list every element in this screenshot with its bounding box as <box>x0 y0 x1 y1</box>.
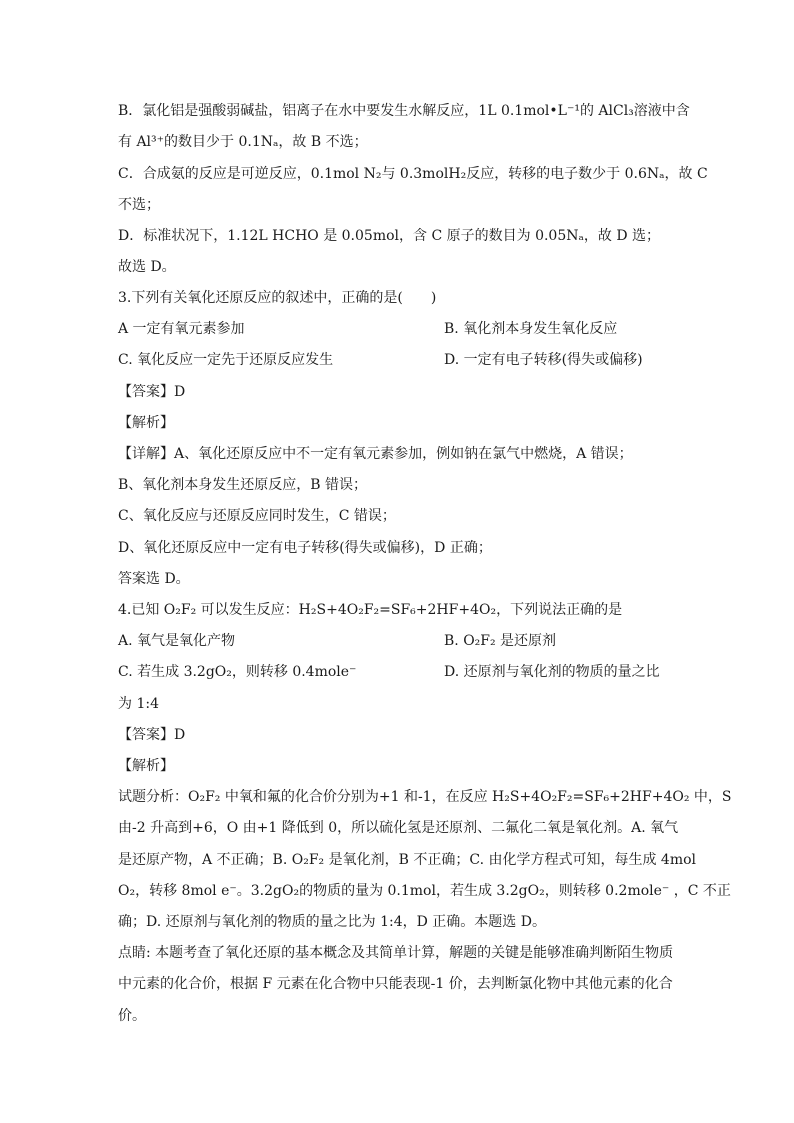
text-line: B、氧化剂本身发生还原反应，B 错误； <box>118 477 368 493</box>
text-line: 中元素的化合价，根据 F 元素在化合物中只能表现-1 价，去判断氯化物中其他元素的化合 <box>118 976 673 992</box>
option-c: C. 若生成 3.2gO₂，则转移 0.4mole⁻ <box>118 664 357 680</box>
text-line: 有 Al³⁺的数目少于 0.1Nₐ，故 B 不选； <box>118 134 368 150</box>
text-line: C、氧化反应与还原反应同时发生，C 错误； <box>118 508 396 524</box>
question-3-stem: 3.下列有关氧化还原反应的叙述中，正确的是( ) <box>118 290 437 306</box>
analysis-label: 【解析】 <box>118 415 174 431</box>
text-line: 确；D. 还原剂与氧化剂的物质的量之比为 1:4，D 正确。本题选 D。 <box>118 914 546 930</box>
text-line: 不选； <box>118 197 160 213</box>
text-line: C．合成氨的反应是可逆反应，0.1mol N₂与 0.3molH₂反应，转移的电子数少于 0.6Nₐ，故 C <box>118 166 708 182</box>
text-line: D、氧化还原反应中一定有电子转移(得失或偏移)，D 正确； <box>118 540 492 556</box>
analysis-label: 【解析】 <box>118 758 174 774</box>
answer-label: 【答案】D <box>118 727 186 743</box>
text-line: 故选 D。 <box>118 259 176 275</box>
text-line: 价。 <box>118 1008 146 1024</box>
text-line: D．标准状况下，1.12L HCHO 是 0.05mol，含 C 原子的数目为 0.05Nₐ，故 D 选； <box>118 228 661 244</box>
text-line: 点睛: 本题考查了氧化还原的基本概念及其简单计算，解题的关键是能够准确判断陌生物质 <box>118 945 674 961</box>
answer-label: 【答案】D <box>118 384 186 400</box>
option-b: B. 氧化剂本身发生氧化反应 <box>444 321 618 337</box>
text-line: 为 1:4 <box>118 696 159 712</box>
text-line: O₂，转移 8mol e⁻。3.2gO₂的物质的量为 0.1mol，若生成 3.2gO₂，则转移 0.2mole⁻ ，C 不正 <box>118 883 731 899</box>
option-a: A. 氧气是氧化产物 <box>118 633 236 649</box>
text-line: 试题分析：O₂F₂ 中氧和氟的化合价分别为+1 和-1，在反应 H₂S+4O₂F₂=SF₆+2HF+4O₂ 中，S <box>118 789 732 805</box>
text-line: 答案选 D。 <box>118 571 190 587</box>
option-d: D. 一定有电子转移(得失或偏移) <box>444 352 643 368</box>
text-line: B．氯化铝是强酸弱碱盐，铝离子在水中要发生水解反应，1L 0.1mol•L⁻¹的 AlCl₃溶液中含 <box>118 103 690 119</box>
option-a: A 一定有氧元素参加 <box>118 321 245 337</box>
text-line: 【详解】A、氧化还原反应中不一定有氧元素参加，例如钠在氯气中燃烧，A 错误； <box>118 446 633 462</box>
text-line: 是还原产物，A 不正确；B. O₂F₂ 是氧化剂，B 不正确；C. 由化学方程式可知，每生成 4mol <box>118 852 697 868</box>
text-line: 由-2 升高到+6，O 由+1 降低到 0，所以硫化氢是还原剂、二氟化二氧是氧化剂。A. 氧气 <box>118 820 679 836</box>
option-d: D. 还原剂与氧化剂的物质的量之比 <box>444 664 660 680</box>
option-b: B. O₂F₂ 是还原剂 <box>444 633 557 649</box>
question-4-stem: 4.已知 O₂F₂ 可以发生反应：H₂S+4O₂F₂=SF₆+2HF+4O₂，下列说法正确的是 <box>118 602 623 618</box>
option-c: C. 氧化反应一定先于还原反应发生 <box>118 352 334 368</box>
